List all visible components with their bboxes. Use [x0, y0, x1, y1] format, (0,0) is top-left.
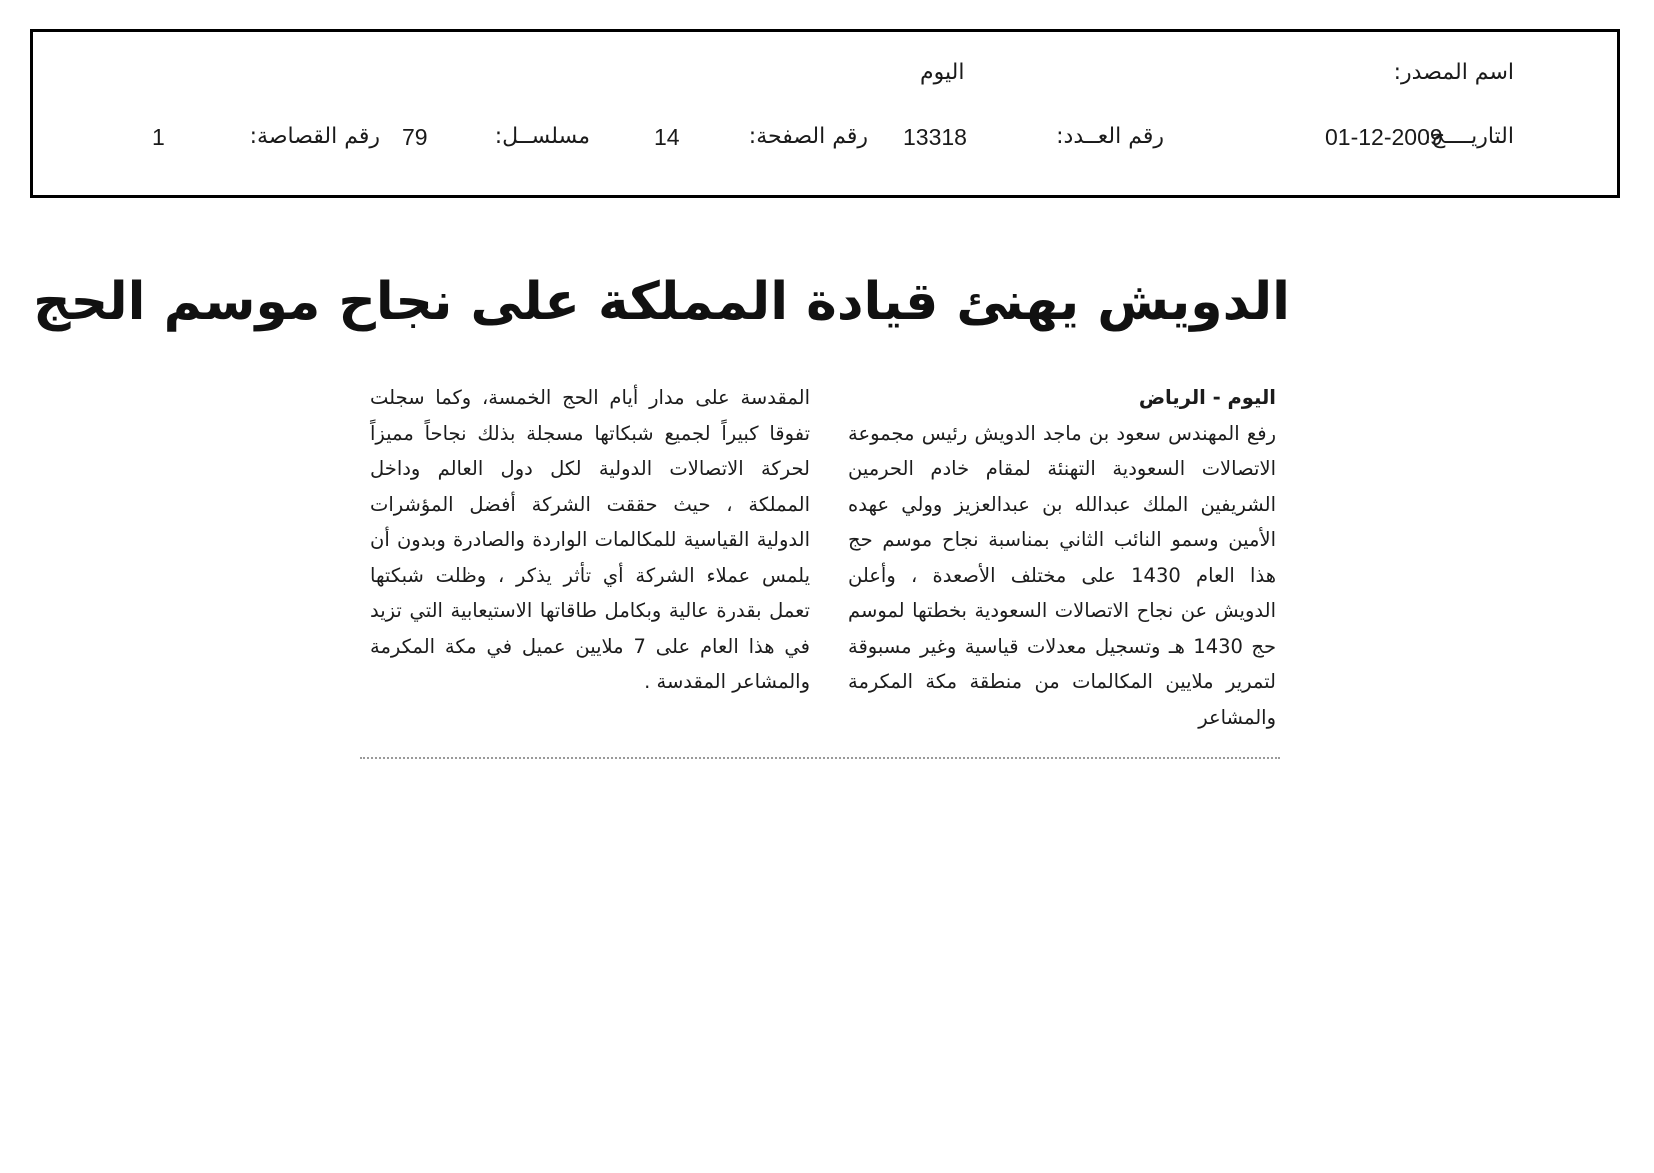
- date-label: التاريــــخ:: [1423, 124, 1514, 149]
- source-label: اسم المصدر:: [1393, 60, 1514, 85]
- clipping-bottom-edge: [360, 757, 1280, 759]
- serial-label: مسلســل:: [494, 124, 590, 149]
- article-column-left: [370, 380, 810, 700]
- page-label: رقم الصفحة:: [748, 124, 868, 149]
- date-value: 01-12-2009: [1325, 124, 1443, 150]
- article-paragraph-1: رفع المهندس سعود بن ماجد الدويش رئيس مجموعة الاتصالات السعودية التهنئة لمقام خادم الحرمين الشريفين الملك عبدالله بن عبدالعزيز وولي عهده الأمين وسمو النائب الثاني بمناسبة نجاح موسم حج هذا العام 1430 على مختلف الأصعدة ، وأعلن الدويش عن نجاح الاتصالات السعودية بخطتها لموسم حج 1430 هـ وتسجيل معدلات قياسية وغير مسبوقة لتمرير ملايين المكالمات من منطقة مكة المكرمة والمشاعر: [848, 421, 1277, 729]
- article-paragraph-2: المقدسة على مدار أيام الحج الخمسة، وكما سجلت تفوقا كبيراً لجميع شبكاتها مسجلة بذلك نجاحاً مميزاً لحركة الاتصالات الدولية لكل دول العالم وداخل المملكة ، حيث حققت الشركة أفضل المؤشرات الدولية القياسية للمكالمات الواردة والصادرة وبدون أن يلمس عملاء الشركة أي تأثر يذكر ، وظلت شبكتها تعمل بقدرة عالية وبكامل طاقاتها الاستيعابية التي تزيد في هذا العام على 7 ملايين عميل في مكة المكرمة والمشاعر المقدسة .: [370, 386, 810, 693]
- article-headline: الدويش يهنئ قيادة المملكة على نجاح موسم الحج: [33, 272, 1290, 332]
- page-value: 14: [654, 124, 680, 150]
- issue-value: 13318: [903, 124, 967, 150]
- source-value: اليوم: [920, 60, 965, 85]
- issue-label: رقم العــدد:: [1056, 124, 1164, 149]
- article-column-right: [848, 380, 1276, 735]
- clip-label: رقم القصاصة:: [249, 124, 380, 149]
- article-byline: اليوم - الرياض: [1138, 386, 1276, 409]
- clipping-metadata-box: [30, 29, 1620, 198]
- serial-value: 79: [402, 124, 428, 150]
- clip-value: 1: [152, 124, 165, 150]
